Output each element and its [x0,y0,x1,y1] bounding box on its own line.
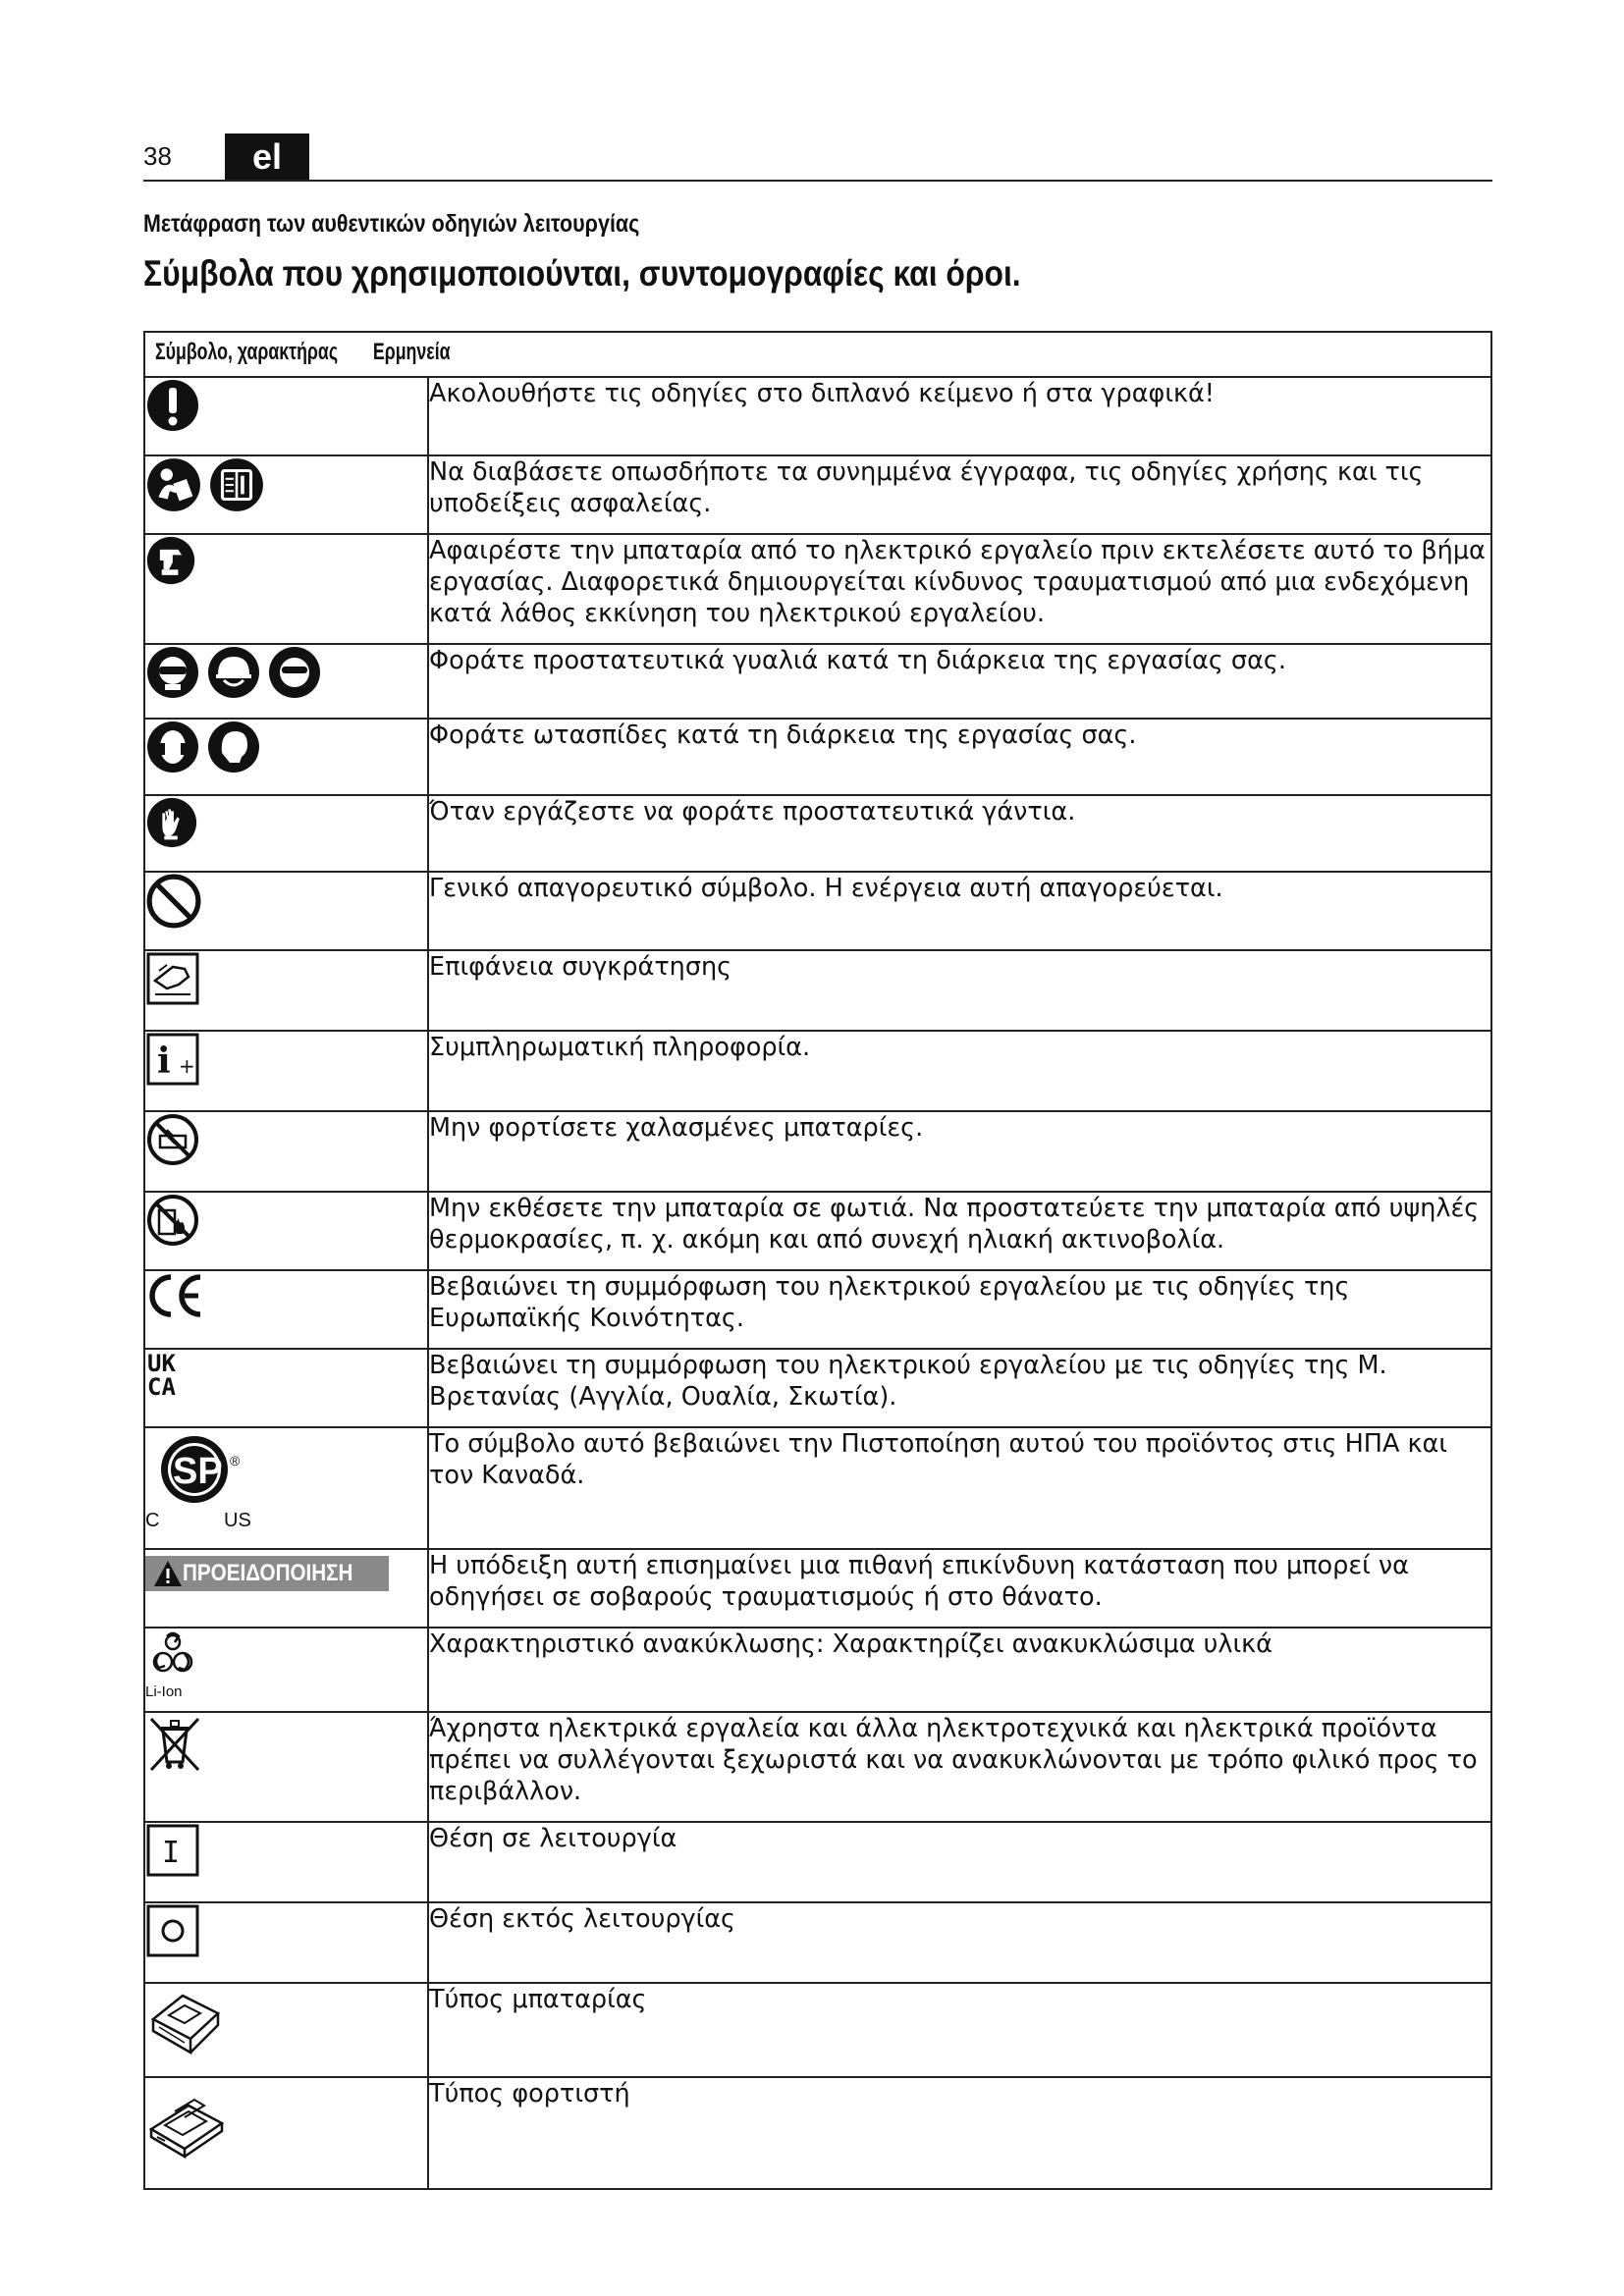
csa-c-label: C [145,1510,160,1531]
table-row [144,644,1491,719]
table-row [144,455,1491,534]
csa-mark-icon [145,1428,253,1532]
row-text: Βεβαιώνει τη συμμόρφωση του ηλεκτρικού εργαλείου με τις οδηγίες της Ευρωπαϊκής Κοινότητας. [428,1270,1491,1349]
row-text: Χαρακτηριστικό ανακύκλωσης: Χαρακτηρίζει ανακυκλώσιμα υλικά [428,1628,1491,1712]
row-text: Θέση σε λειτουργία [428,1822,1491,1902]
read-manual-icon [145,456,202,513]
language-badge: el [225,133,309,181]
battery-pack-icon [145,1984,226,2058]
row-text: Να διαβάσετε οπωσδήποτε τα συνημμένα έγγραφα, τις οδηγίες χρήσης και τις υποδείξεις ασφαλείας. [428,455,1491,534]
recycling-liion-icon [145,1629,200,1683]
table-row [144,2077,1491,2189]
header-symbol: Σύμβολο, χαρακτήρας [155,339,339,365]
row-text: Αφαιρέστε την μπαταρία από το ηλεκτρικό εργαλείο πριν εκτελέσετε αυτό το βήμα εργασίας. Διαφορετικά δημιουργείται κίνδυνος τραυματισμού από μια ενδεχόμενη κατά λάθος εκκίνηση του ηλεκτρικού εργαλείου. [428,534,1491,644]
table-row [144,1983,1491,2077]
row-text: Όταν εργάζεστε να φοράτε προστατευτικά γάντια. [428,795,1491,872]
remove-battery-icon [145,535,196,586]
table-header-row [144,332,1491,377]
info-plus-glyph: + [179,1054,195,1078]
table-row [144,534,1491,644]
table-row [144,795,1491,872]
row-text: Συμπληρωματική πληροφορία. [428,1031,1491,1111]
row-text: Ακολουθήστε τις οδηγίες στο διπλανό κείμενο ή στα γραφικά! [428,377,1491,455]
table-row [144,1549,1491,1628]
row-text: Άχρηστα ηλεκτρικά εργαλεία και άλλα ηλεκτροτεχνικά και ηλεκτρικά προϊόντα πρέπει να συλλέγονται ξεχωριστά και να ανακυκλώνονται με τρόπο φιλικό προς το περιβάλλον. [428,1712,1491,1822]
gloves-icon [145,796,198,849]
header-rule [143,180,1492,182]
ear-protection-icon [145,720,200,774]
table-row [144,719,1491,795]
table-row [144,1192,1491,1270]
csa-us-label: US [224,1510,251,1531]
uk-letters: UK [147,1350,176,1377]
document-subtitle: Μετάφραση των αυθεντικών οδηγιών λειτουργίας [143,210,640,238]
warning-triangle-icon [153,1560,183,1587]
table-header [144,332,1491,377]
table-row [144,872,1491,950]
header-meaning: Ερμηνεία [373,339,451,365]
table-row [144,1822,1491,1902]
ce-mark-icon [145,1271,208,1320]
row-text: Φοράτε ωτασπίδες κατά τη διάρκεια της εργασίας σας. [428,719,1491,795]
power-off-icon [145,1903,200,1958]
ca-letters: CA [147,1373,176,1399]
row-text: Επιφάνεια συγκράτησης [428,950,1491,1031]
row-text: Βεβαιώνει τη συμμόρφωση του ηλεκτρικού εργαλείου με τις οδηγίες της Μ. Βρετανίας (Αγγλία, Ουαλία, Σκωτία). [428,1349,1491,1427]
charger-icon [145,2082,228,2161]
table-row [144,1902,1491,1983]
prohibition-icon [145,873,202,930]
table-row [144,1031,1491,1111]
row-text: Φοράτε προστατευτικά γυαλιά κατά τη διάρκεια της εργασίας σας. [428,644,1491,719]
row-text: Το σύμβολο αυτό βεβαιώνει την Πιστοποίηση αυτού του προϊόντος στις ΗΠΑ και τον Καναδά. [428,1427,1491,1549]
table-row [144,1349,1491,1427]
manual-book-icon [208,456,265,513]
table-row [144,377,1491,455]
ear-muffs-icon [206,720,261,774]
power-on-icon [145,1823,200,1878]
warning-label: ΠΡΟΕΙΔΟΠΟΙΗΣΗ [183,1560,353,1586]
liion-label: Li-Ion [145,1683,183,1700]
row-text: Θέση εκτός λειτουργίας [428,1902,1491,1983]
warning-badge [145,1556,389,1591]
info-glyph: i [157,1041,171,1082]
no-fire-icon [145,1193,200,1248]
page-title: Σύμβολα που χρησιμοποιούνται, συντομογραφίες και όροι. [143,253,1021,294]
row-text: Μην εκθέσετε την μπαταρία σε φωτιά. Να προστατεύετε την μπαταρία από υψηλές θερμοκρασίες, π. χ. ακόμη και από συνεχή ηλιακή ακτινοβολία. [428,1192,1491,1270]
table-row [144,950,1491,1031]
table-row [144,1270,1491,1349]
table-row [144,1712,1491,1822]
on-glyph: I [162,1836,181,1870]
exclamation-icon [145,378,200,433]
table-row [144,1427,1491,1549]
helmet-icon [206,645,261,700]
row-text: Τύπος μπαταρίας [428,1983,1491,2077]
table-row [144,1111,1491,1192]
weee-bin-icon [145,1713,204,1776]
row-text: Τύπος φορτιστή [428,2077,1491,2189]
no-charge-damaged-battery-icon [145,1112,200,1167]
row-text: Μην φορτίσετε χαλασμένες μπαταρίες. [428,1111,1491,1192]
symbols-table [143,331,1492,2190]
csa-letters: SP [173,1451,223,1492]
registered-mark: ® [230,1453,241,1468]
info-plus-icon [145,1032,200,1087]
grip-surface-icon [145,951,200,1006]
row-text: Η υπόδειξη αυτή επισημαίνει μια πιθανή επικίνδυνη κατάσταση που μπορεί να οδηγήσει σε σοβαρούς τραυματισμούς ή στο θάνατο. [428,1549,1491,1628]
face-shield-icon [267,645,322,700]
page-number: 38 [143,141,172,171]
ukca-mark-icon [145,1350,190,1399]
safety-glasses-icon [145,645,200,700]
row-text: Γενικό απαγορευτικό σύμβολο. Η ενέργεια αυτή απαγορεύεται. [428,872,1491,950]
table-row [144,1628,1491,1712]
